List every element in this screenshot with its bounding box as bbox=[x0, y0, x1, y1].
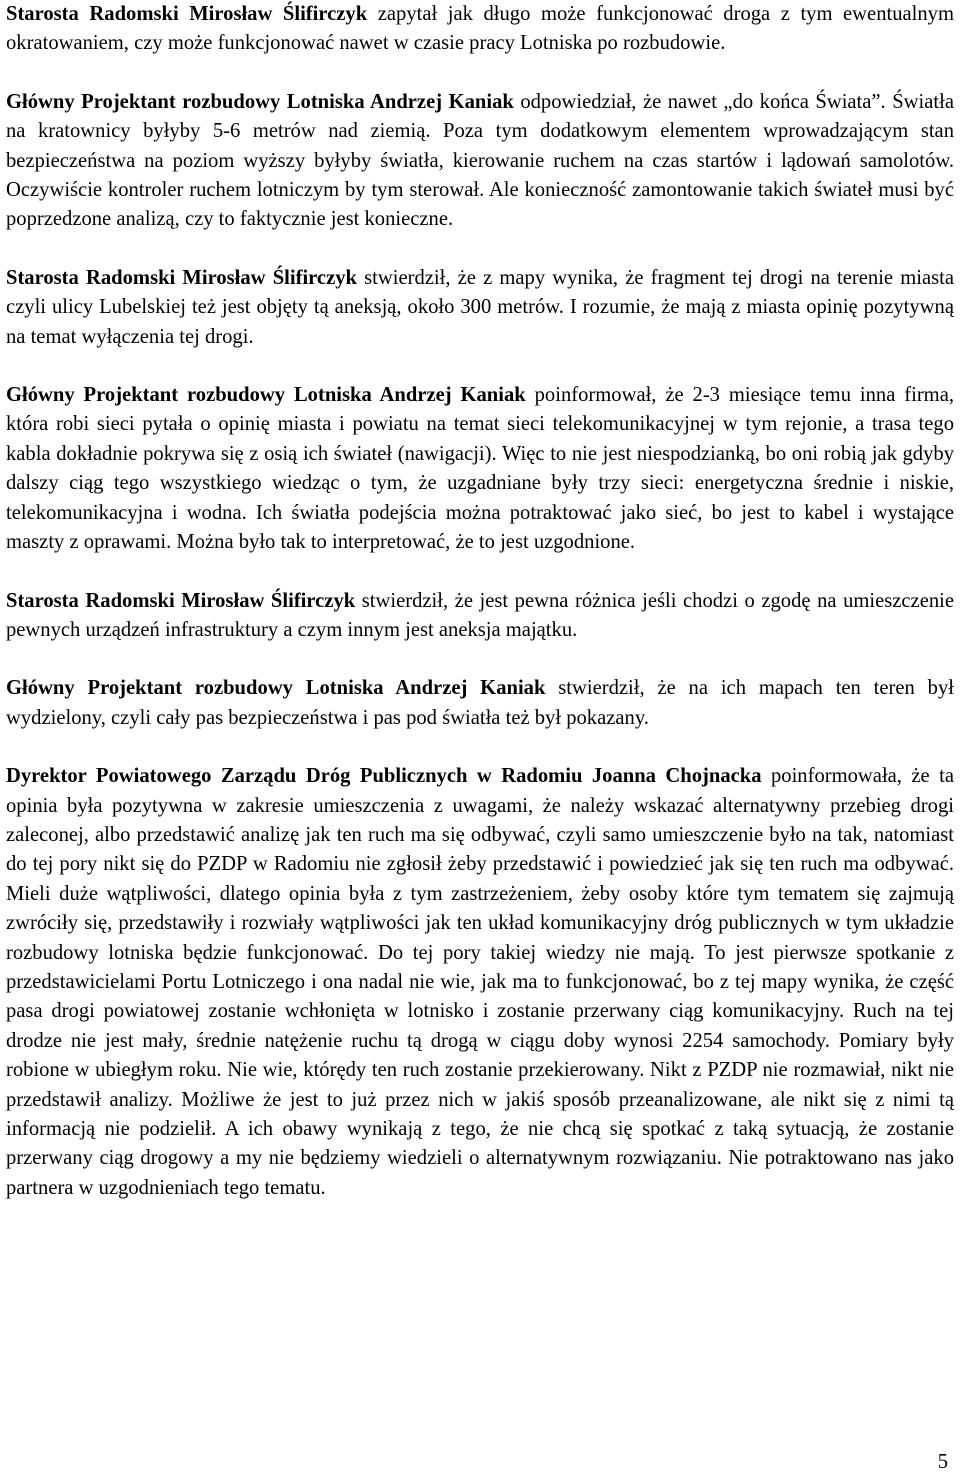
speaker-name: Starosta Radomski Mirosław Ślifirczyk bbox=[6, 3, 368, 25]
paragraph-text: poinformował, że 2-3 miesiące temu inna firma, która robi sieci pytała o opinię miasta i powiatu na temat sieci telekomunikacyjnej w tym rejonie, a trasa tego kabla dokładnie pokrywa się z osią ich świateł (nawigacji). Więc to nie jest niespodzianką, bo oni robią jak gdyby dalszy ciąg tego wszystkiego wiedząc o tym, że uzgadniane były trzy sieci: energetyczna średnie i niskie, telekomunikacyjna i wodna. Ich światła podejścia można potraktować jako sieć, bo jest to kabel i wystające maszty z oprawami. Można było tak to interpretować, że to jest uzgodnione. bbox=[6, 384, 954, 554]
paragraph-text: stwierdził, że z mapy wynika, że fragment tej drogi na terenie miasta czyli ulicy Lubelskiej też jest objęty tą aneksją, około 300 metrów. I rozumie, że mają z miasta opinię pozytywną na temat wyłączenia tej drogi. bbox=[6, 266, 954, 348]
paragraph-text: poinformowała, że ta opinia była pozytywna w zakresie umieszczenia z uwagami, że należy wskazać alternatywny przebieg drogi zaleconej, albo przedstawić analizę jak ten ruch ma się odbywać, czyli samo umieszczenie było na tak, natomiast do tej pory nikt się do PZDP w Radomiu nie zgłosił żeby przedstawić i powiedzieć jak się ten ruch ma odbywać. Mieli duże wątpliwości, dlatego opinia była z tym zastrzeżeniem, żeby osoby które tym tematem się zajmują zwróciły się, przedstawiły i rozwiały wątpliwości jak ten układ komunikacyjny dróg publicznych w tym układzie rozbudowy lotniska będzie funkcjonować. Do tej pory takiej wiedzy nie mają. To jest pierwsze spotkanie z przedstawicielami Portu Lotniczego i ona nadal nie wie, jak ma to funkcjonować, bo z tej mapy wynika, że część pasa drogi powiatowej zostanie wchłonięta w lotnisko i zostanie przerwany ciąg komunikacyjny. Ruch na tej drodze nie jest mały, średnie natężenie ruchu tą drogą w ciągu doby wynosi 2254 samochody. Pomiary były robione w ubiegłym roku. Nie wie, którędy ten ruch zostanie przekierowany. Nikt z PZDP nie rozmawiał, nikt nie przedstawił analizy. Możliwe że jest to już przez nich w jakiś sposób przeanalizowane, ale nikt się z nimi tą informacją nie podzielił. A ich obawy wynikają z tego, że nie chcą się spotkać z taką sytuacją, że zostanie przerwany ciąg drogowy a my nie będziemy wiedzieli o alternatywnym rozwiązaniu. Nie potraktowano nas jako partnera w uzgodnieniach tego tematu. bbox=[6, 765, 954, 1199]
speaker-name: Starosta Radomski Mirosław Ślifirczyk bbox=[6, 266, 357, 289]
paragraph bbox=[6, 88, 954, 235]
paragraph bbox=[6, 264, 954, 352]
speaker-name: Główny Projektant rozbudowy Lotniska Andrzej Kaniak bbox=[6, 384, 526, 407]
speaker-name: Główny Projektant rozbudowy Lotniska Andrzej Kaniak bbox=[6, 90, 514, 113]
paragraph bbox=[6, 762, 954, 1203]
paragraph bbox=[6, 587, 954, 646]
speaker-name: Starosta Radomski Mirosław Ślifirczyk bbox=[6, 589, 356, 612]
paragraph-text: stwierdził, że jest pewna różnica jeśli chodzi o zgodę na umieszczenie pewnych urządzeń infrastruktury a czym innym jest aneksja majątku. bbox=[6, 589, 954, 641]
paragraph-text: stwierdził, że na ich mapach ten teren był wydzielony, czyli cały pas bezpieczeństwa i pas pod światła też był pokazany. bbox=[6, 677, 954, 729]
paragraph-text: zapytał jak długo może funkcjonować droga z tym ewentualnym okratowaniem, czy może funkcjonować nawet w czasie pracy Lotniska po rozbudowie. bbox=[6, 3, 954, 55]
speaker-name: Główny Projektant rozbudowy Lotniska Andrzej Kaniak bbox=[6, 677, 546, 700]
paragraph bbox=[6, 381, 954, 557]
page-number: 5 bbox=[937, 1451, 948, 1473]
speaker-name: Dyrektor Powiatowego Zarządu Dróg Publicznych w Radomiu Joanna Chojnacka bbox=[6, 765, 762, 788]
document-page bbox=[6, 0, 954, 1203]
paragraph bbox=[6, 674, 954, 733]
paragraph bbox=[6, 0, 954, 59]
paragraph-text: odpowiedział, że nawet „do końca Świata”. Światła na kratownicy byłyby 5-6 metrów nad ziemią. Poza tym dodatkowym elementem wprowadzającym stan bezpieczeństwa na poziom wyższy byłyby światła, kierowanie ruchem na czas startów i lądowań samolotów. Oczywiście kontroler ruchem lotniczym by tym sterował. Ale konieczność zamontowanie takich świateł musi być poprzedzone analizą, czy to faktycznie jest konieczne. bbox=[6, 90, 954, 231]
